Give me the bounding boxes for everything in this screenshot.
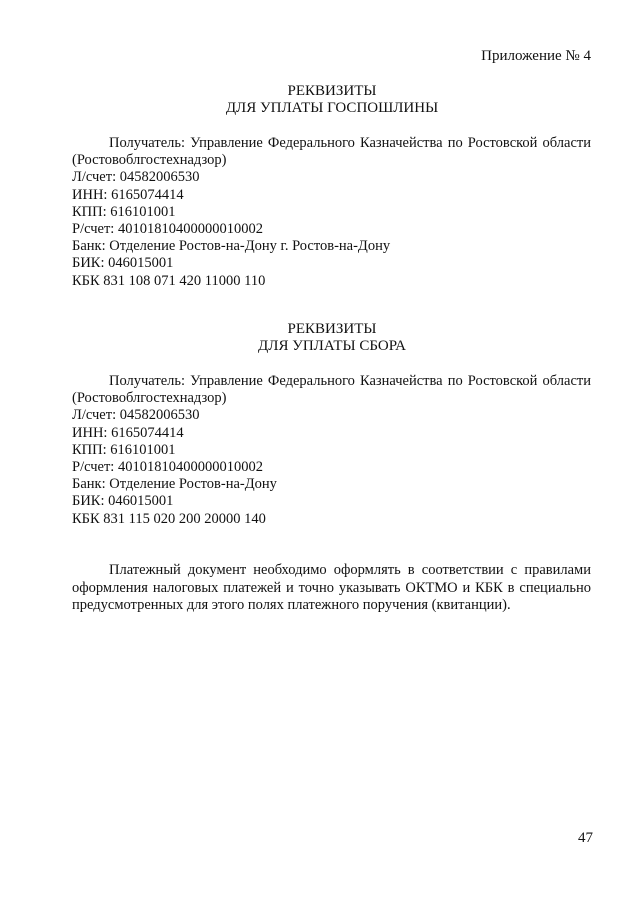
inn-field: ИНН: 6165074414 bbox=[72, 424, 184, 441]
heading-line-2: ДЛЯ УПЛАТЫ СБОРА bbox=[258, 338, 406, 354]
kbk-field: КБК 831 115 020 200 20000 140 bbox=[72, 510, 266, 527]
recipient-text: Получатель: Управление Федерального Казначейства по Ростовской области (Ростовоблгостехнадзор) bbox=[72, 135, 591, 169]
personal-account: Л/счет: 04582006530 bbox=[72, 169, 200, 186]
inn-field: ИНН: 6165074414 bbox=[72, 186, 184, 203]
personal-account: Л/счет: 04582006530 bbox=[72, 407, 200, 424]
heading-line-1: РЕКВИЗИТЫ bbox=[287, 321, 377, 337]
kbk-field: КБК 831 108 071 420 11000 110 bbox=[72, 272, 266, 289]
heading-line-2: ДЛЯ УПЛАТЫ ГОСПОШЛИНЫ bbox=[225, 100, 439, 116]
requisites-block-state-duty bbox=[72, 135, 591, 290]
settlement-account: Р/счет: 40101810400000010002 bbox=[72, 221, 263, 238]
section-heading-fee bbox=[12, 321, 640, 355]
kpp-field: КПП: 616101001 bbox=[72, 203, 176, 220]
requisites-block-fee bbox=[72, 373, 591, 528]
recipient-text: Получатель: Управление Федерального Казначейства по Ростовской области (Ростовоблгостехнадзор) bbox=[72, 373, 591, 407]
heading-line-1: РЕКВИЗИТЫ bbox=[287, 83, 377, 99]
bik-field: БИК: 046015001 bbox=[72, 493, 174, 510]
kpp-field: КПП: 616101001 bbox=[72, 441, 176, 458]
bank-field: Банк: Отделение Ростов-на-Дону г. Ростов-на-Дону bbox=[72, 238, 391, 255]
settlement-account: Р/счет: 40101810400000010002 bbox=[72, 459, 263, 476]
page-number: 47 bbox=[578, 830, 593, 846]
payment-note: Платежный документ необходимо оформлять в соответствии с правилами оформления налоговых платежей и точно указывать ОКТМО и КБК в специально предусмотренных для этого полях платежного поручения (квитанции). bbox=[72, 562, 591, 614]
appendix-label: Приложение № 4 bbox=[481, 48, 591, 64]
bik-field: БИК: 046015001 bbox=[72, 255, 174, 272]
section-heading-state-duty bbox=[12, 83, 640, 117]
bank-field: Банк: Отделение Ростов-на-Дону bbox=[72, 476, 277, 493]
